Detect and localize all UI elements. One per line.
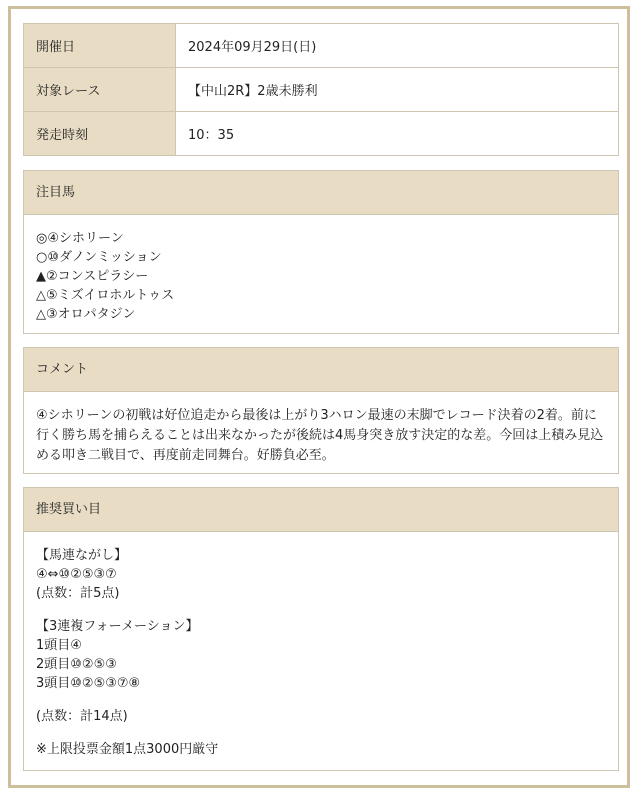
bet-count-total: (点数：計14点) [36, 709, 128, 724]
comment-title: コメント [24, 348, 618, 392]
list-item: △③オロパタジン [36, 307, 136, 322]
comment-body [24, 392, 618, 478]
bets-body [24, 532, 618, 771]
bet-type-trio-formation: 【3連複フォーメーション】 [36, 619, 199, 634]
bets-title: 推奨買い目 [24, 488, 618, 532]
picks-title: 注目馬 [24, 171, 618, 215]
date-label: 開催日 [24, 24, 176, 68]
table-row [24, 24, 619, 68]
picks-section [23, 170, 619, 334]
picks-list [24, 215, 618, 336]
bet-limit-note: ※上限投票金額1点3000円厳守 [36, 742, 219, 757]
start-time-value: 10：35 [176, 112, 619, 156]
comment-section [23, 347, 619, 474]
start-time-label: 発走時刻 [24, 112, 176, 156]
race-label: 対象レース [24, 68, 176, 112]
bet-type-quinella: 【馬連ながし】 [36, 548, 128, 563]
comment-text: ④シホリーンの初戦は好位追走から最後は上がり3ハロン最速の末脚でレコード決着の2着。前に行く勝ち馬を捕らえることは出来なかったが後続は4馬身突き放す決定的な差。今回は上積み見込める叩き二戦目で、再度前走同舞台。好勝負必至。 [36, 408, 604, 463]
formation-leg-1: 1頭目④ [36, 638, 82, 653]
table-row [24, 68, 619, 112]
race-info-table [23, 23, 619, 156]
list-item: ◎④シホリーン [36, 231, 124, 246]
list-item: ▲②コンスピラシー [36, 269, 149, 284]
bets-section [23, 487, 619, 771]
list-item: ○⑩ダノンミッション [36, 250, 162, 265]
table-row [24, 112, 619, 156]
formation-leg-3: 3頭目⑩②⑤③⑦⑧ [36, 676, 141, 691]
bet-combination: ④⇔⑩②⑤③⑦ [36, 567, 117, 582]
list-item: △⑤ミズイロホルトゥス [36, 288, 175, 303]
formation-leg-2: 2頭目⑩②⑤③ [36, 657, 117, 672]
date-value: 2024年09月29日(日) [176, 24, 619, 68]
bet-count: (点数：計5点) [36, 586, 120, 601]
race-value: 【中山2R】2歳未勝利 [176, 68, 619, 112]
